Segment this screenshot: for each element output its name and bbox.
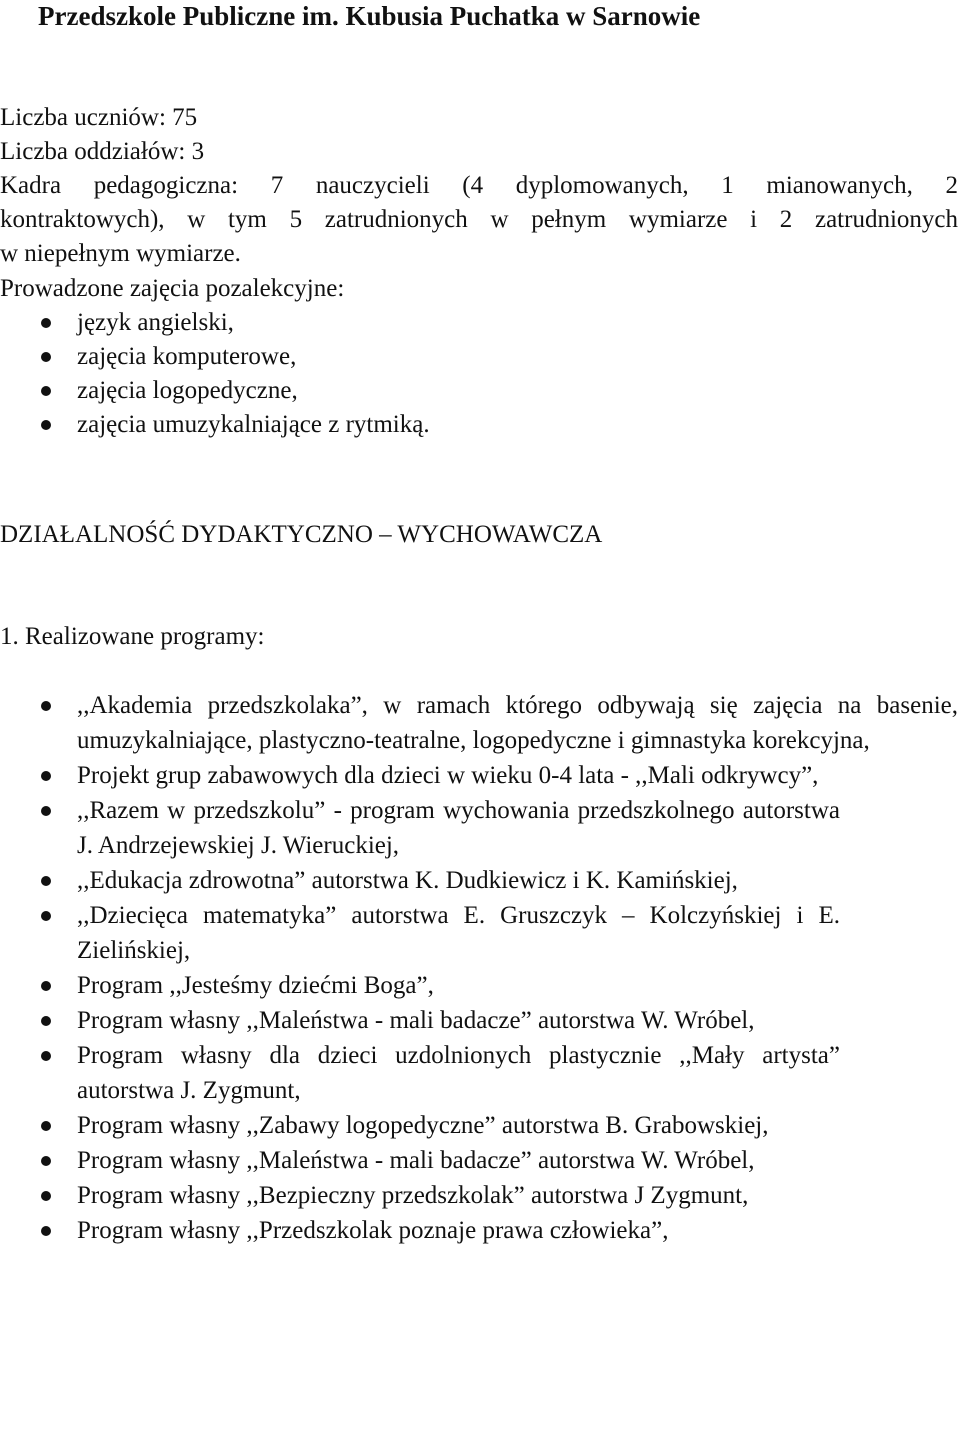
info-block <box>0 101 958 271</box>
list-item: Program własny ,,Bezpieczny przedszkolak” autorstwa J Zygmunt, <box>0 1178 840 1213</box>
list-item: ,,Akademia przedszkolaka”, w ramach którego odbywają się zajęcia na basenie, umuzykalniające, plastyczno-teatralne, logopedyczne i gimnastyka korekcyjna, <box>0 688 958 758</box>
list-item: zajęcia umuzykalniające z rytmiką. <box>0 408 430 442</box>
extracurricular-heading: Prowadzone zajęcia pozalekcyjne: <box>0 275 345 302</box>
staff-line: kontraktowych), w tym 5 zatrudnionych w pełnym wymiarze i 2 zatrudnionych <box>0 206 958 233</box>
extracurricular-list <box>0 306 430 442</box>
programs-heading: 1. Realizowane programy: <box>0 623 265 650</box>
staff-line: Kadra pedagogiczna: 7 nauczycieli (4 dyplomowanych, 1 mianowanych, 2 <box>0 172 958 199</box>
list-item: zajęcia komputerowe, <box>0 340 430 374</box>
list-item: Program własny dla dzieci uzdolnionych plastycznie ,,Mały artysta” autorstwa J. Zygmunt, <box>0 1038 840 1108</box>
list-item: język angielski, <box>0 306 430 340</box>
list-item: Program własny ,,Maleństwa - mali badacze” autorstwa W. Wróbel, <box>0 1143 840 1178</box>
list-item: ,,Dziecięca matematyka” autorstwa E. Gruszczyk – Kolczyńskiej i E. Zielińskiej, <box>0 898 840 968</box>
page-title: Przedszkole Publiczne im. Kubusia Puchatka w Sarnowie <box>38 1 701 31</box>
classes-count: Liczba oddziałów: 3 <box>0 138 205 165</box>
list-item: Projekt grup zabawowych dla dzieci w wieku 0-4 lata - ,,Mali odkrywcy”, <box>0 758 958 793</box>
programs-list <box>0 688 958 1248</box>
staff-line: w niepełnym wymiarze. <box>0 240 241 267</box>
list-item: Program ,,Jesteśmy dziećmi Boga”, <box>0 968 958 1003</box>
list-item: Program własny ,,Maleństwa - mali badacze” autorstwa W. Wróbel, <box>0 1003 840 1038</box>
list-item: ,,Razem w przedszkolu” - program wychowania przedszkolnego autorstwa J. Andrzejewskiej J. Wieruckiej, <box>0 793 840 863</box>
list-item: ,,Edukacja zdrowotna” autorstwa K. Dudkiewicz i K. Kamińskiej, <box>0 863 840 898</box>
students-count: Liczba uczniów: 75 <box>0 104 198 131</box>
section-heading: DZIAŁALNOŚĆ DYDAKTYCZNO – WYCHOWAWCZA <box>0 521 603 548</box>
list-item: Program własny ,,Zabawy logopedyczne” autorstwa B. Grabowskiej, <box>0 1108 840 1143</box>
list-item: Program własny ,,Przedszkolak poznaje prawa człowieka”, <box>0 1213 958 1248</box>
list-item: zajęcia logopedyczne, <box>0 374 430 408</box>
